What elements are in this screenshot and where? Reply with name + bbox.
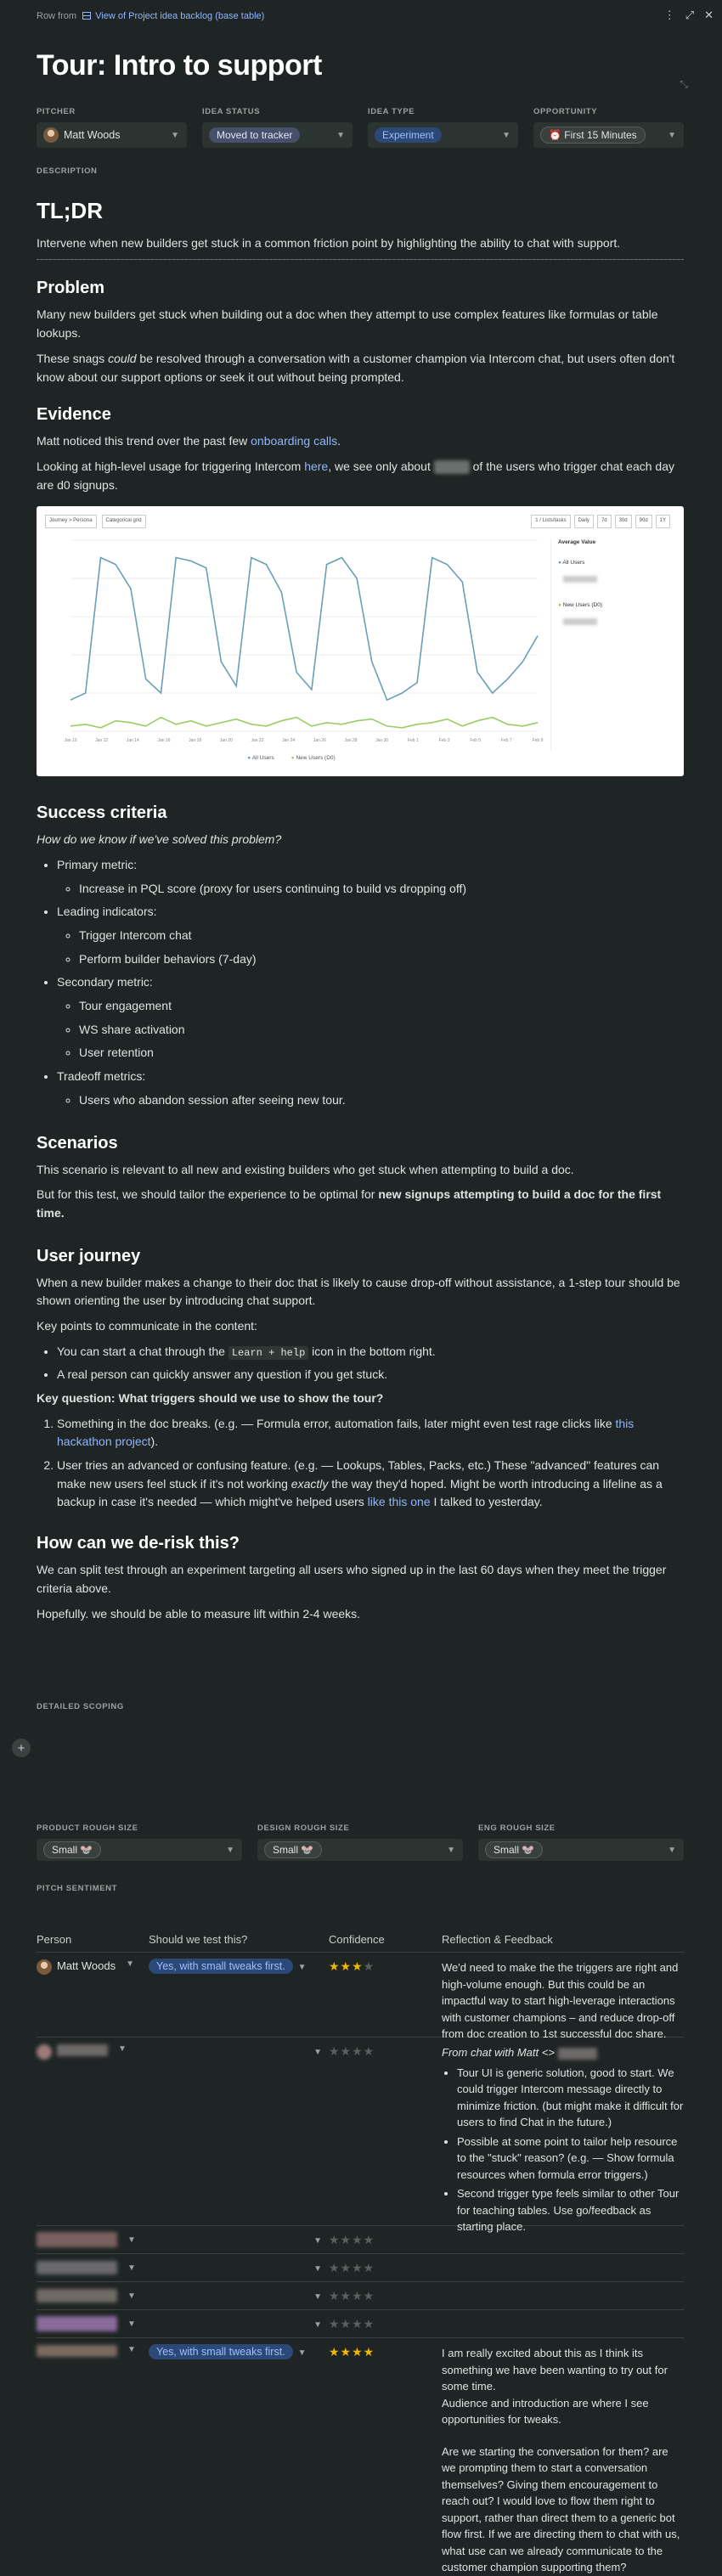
person-cell[interactable] <box>37 2233 149 2246</box>
key-points-list <box>57 1343 684 1384</box>
column-header: Person <box>37 1933 72 1946</box>
row-source <box>37 11 264 21</box>
table-row <box>37 2254 684 2282</box>
row-from-text: Row from <box>37 11 77 21</box>
redacted-name <box>37 2261 117 2274</box>
confidence-stars[interactable]: ★★★★ <box>329 2233 375 2246</box>
problem-text-1: Many new builders get stuck when building out a doc when they attempt to use complex features like formulas or table lookups. <box>37 307 658 341</box>
tldr-heading: TL;DR <box>37 198 103 223</box>
table-row <box>37 2310 684 2338</box>
legend-item: ● All Users <box>247 755 274 762</box>
test-cell[interactable] <box>149 2345 329 2561</box>
person-cell[interactable] <box>37 2044 149 2218</box>
list-item: ◦ Increase in PQL score (proxy for users continuing to build vs dropping off) <box>79 880 684 899</box>
pitcher-value: Matt Woods <box>64 129 121 141</box>
chart-legend <box>37 754 546 763</box>
table-icon <box>82 12 91 20</box>
redacted-name <box>37 2232 117 2247</box>
pitcher-label: PITCHER <box>37 107 76 116</box>
status-badge: Moved to tracker <box>209 127 300 143</box>
scenarios-heading: Scenarios <box>37 1133 118 1153</box>
list-item: • Second trigger type feels similar to other Tour for teaching tables. Use go/feedback as starting place. <box>457 2185 684 2235</box>
avatar <box>43 127 59 143</box>
top-bar <box>0 0 722 34</box>
feedback-cell[interactable] <box>442 2345 684 2573</box>
test-cell[interactable] <box>149 1959 329 2030</box>
side-panel-group: ● All Users <box>558 560 585 566</box>
evidence-heading: Evidence <box>37 405 111 425</box>
derisk-heading: How can we de-risk this? <box>37 1534 240 1553</box>
idea-type-field <box>368 107 518 148</box>
list-item: • Secondary metric: ◦ Tour engagement ◦ WS share activation ◦ User retention <box>57 973 684 1063</box>
redacted-name <box>37 2345 117 2357</box>
table-header <box>37 1930 684 1953</box>
design-size-field <box>257 1823 463 1861</box>
pitch-sentiment-label: PITCH SENTIMENT <box>37 1884 118 1893</box>
like-this-one-link[interactable]: like this one <box>367 1495 431 1509</box>
eng-size-label: ENG ROUGH SIZE <box>478 1823 556 1833</box>
redacted-value <box>563 576 597 583</box>
legend-item: ● New Users (D0) <box>290 755 336 762</box>
opportunity-field <box>533 107 684 148</box>
x-tick-label: Feb 9 <box>532 738 544 744</box>
redacted-value <box>434 460 470 474</box>
x-tick-label: Jan 30 <box>375 738 389 744</box>
table-row <box>37 1953 684 2038</box>
list-item: • You can start a chat through the Learn + help icon in the bottom right. <box>57 1343 684 1361</box>
avatar <box>37 2044 52 2060</box>
test-badge: Yes, with small tweaks first. <box>149 1959 293 1974</box>
sentiment-table <box>37 1930 684 2573</box>
user-journey-heading: User journey <box>37 1246 141 1265</box>
confidence-stars[interactable]: ★★★★ <box>329 1959 375 1973</box>
size-badge: Small 🐭 <box>264 1841 322 1858</box>
side-panel-title: Average Value <box>558 539 596 546</box>
x-tick-label: Feb 5 <box>470 738 482 744</box>
opportunity-select[interactable] <box>533 122 684 148</box>
success-list <box>57 856 684 1110</box>
confidence-stars[interactable]: ★★★★ <box>329 2261 375 2274</box>
opportunity-value: First 15 Minutes <box>564 129 637 141</box>
eng-size-select[interactable] <box>478 1839 684 1861</box>
redacted-name <box>37 2316 117 2331</box>
redacted-name <box>57 2044 108 2056</box>
x-tick-label: Jan 24 <box>282 738 296 744</box>
chart-control: Daily <box>574 515 594 527</box>
product-size-label: PRODUCT ROUGH SIZE <box>37 1823 138 1833</box>
chevron-down-icon: ▼ <box>127 2345 136 2354</box>
list-item: • Tour UI is generic solution, good to start. We could trigger Intercom message directly to minimize friction. (but might make it difficult for users to find Chat in the future.) <box>457 2065 684 2131</box>
table-row <box>37 2226 684 2254</box>
user-journey-text-2: Key points to communicate in the content: <box>37 1318 257 1333</box>
confidence-stars[interactable]: ★★★★ <box>329 2289 375 2303</box>
product-size-select[interactable] <box>37 1839 242 1861</box>
test-cell[interactable] <box>149 2233 329 2246</box>
test-badge: Yes, with small tweaks first. <box>149 2344 293 2359</box>
chart-control: 1 / Lists/tasks <box>531 515 570 527</box>
chart-control: 1Y <box>656 515 670 527</box>
x-tick-label: Jan 10 <box>64 738 77 744</box>
person-cell[interactable] <box>37 2261 149 2274</box>
idea-status-select[interactable] <box>202 122 353 148</box>
list-item: • A real person can quickly answer any question if you get stuck. <box>57 1366 684 1384</box>
x-tick-label: Jan 14 <box>126 738 139 744</box>
chart-control: Categorical grid <box>102 515 146 527</box>
chevron-down-icon: ▼ <box>313 2320 322 2330</box>
test-cell[interactable] <box>149 2317 329 2331</box>
feedback-cell[interactable]: We'd need to make the the triggers are right and high-volume enough. But this could be an impactful way to start high-leverage interactions with customer champions – and reduce drop-off from doc creation to 1st successful doc share. <box>442 1961 679 2040</box>
idea-status-field <box>202 107 353 148</box>
redacted-name <box>558 2048 597 2060</box>
column-header: Confidence <box>329 1933 385 1946</box>
eng-size-field <box>478 1823 684 1861</box>
product-size-field <box>37 1823 242 1861</box>
idea-type-label: IDEA TYPE <box>368 107 415 116</box>
redacted-name <box>37 2289 117 2303</box>
chevron-down-icon: ▼ <box>336 130 345 140</box>
feedback-cell[interactable] <box>442 2289 684 2303</box>
chevron-down-icon: ▼ <box>297 2348 307 2358</box>
list-item: • Possible at some point to tailor help resource to the "stuck" reason? (e.g. — Show formula resources when formula error triggers.) <box>457 2134 684 2184</box>
chevron-down-icon: ▼ <box>127 2235 136 2245</box>
code-snippet: Learn + help <box>228 1346 308 1360</box>
chevron-down-icon: ▼ <box>502 130 510 140</box>
chart-side-panel <box>550 538 674 751</box>
evidence-text-1: Matt noticed this trend over the past few onboarding calls. <box>37 434 341 448</box>
design-size-select[interactable] <box>257 1839 463 1861</box>
evidence-text-2: Looking at high-level usage for triggering Intercom here, we see only about of the users who trigger chat each day are d0 signups. <box>37 459 674 492</box>
size-badge: Small 🐭 <box>43 1841 101 1858</box>
feedback-cell[interactable] <box>442 2044 684 2233</box>
x-tick-label: Jan 12 <box>95 738 109 744</box>
chevron-down-icon: ▼ <box>126 1959 135 1969</box>
idea-status-label: IDEA STATUS <box>202 107 261 116</box>
list-item: • Leading indicators: ◦ Trigger Intercom chat ◦ Perform builder behaviors (7-day) <box>57 903 684 968</box>
x-tick-label: Jan 26 <box>313 738 326 744</box>
feedback-line: Audience and introduction are where I see opportunities for tweaks. <box>442 2396 649 2426</box>
idea-type-select[interactable] <box>368 122 518 148</box>
opportunity-badge <box>540 127 646 144</box>
chevron-down-icon: ▼ <box>313 2292 322 2302</box>
series-line <box>71 558 538 701</box>
page-title[interactable]: Tour: Intro to support <box>37 49 322 82</box>
redacted-value <box>563 618 597 625</box>
derisk-text-2: Hopefully. we should be able to measure lift within 2-4 weeks. <box>37 1606 361 1621</box>
size-badge: Small 🐭 <box>485 1841 543 1858</box>
chevron-down-icon: ▼ <box>313 2048 322 2057</box>
list-item: • Tradeoff metrics: ◦ Users who abandon session after seeing new tour. <box>57 1068 684 1109</box>
table-row <box>37 2282 684 2310</box>
chart-control: Journey > Persona <box>45 515 97 527</box>
chevron-down-icon: ▼ <box>226 1845 234 1855</box>
clock-icon: ⏰ <box>549 129 561 141</box>
x-tick-label: Jan 22 <box>251 738 264 744</box>
feedback-cell[interactable] <box>442 2233 684 2246</box>
success-question: How do we know if we've solved this problem? <box>37 832 282 847</box>
opportunity-label: OPPORTUNITY <box>533 107 598 116</box>
pitcher-select[interactable] <box>37 122 187 148</box>
list-item: ◦ User retention <box>79 1044 684 1063</box>
triggers-list <box>57 1415 684 1512</box>
feedback-title: From chat with Matt <> <box>442 2046 555 2059</box>
scenarios-text-1: This scenario is relevant to all new and existing builders who get stuck when attempting to build a doc. <box>37 1162 574 1176</box>
x-tick-label: Feb 7 <box>500 738 512 744</box>
confidence-stars[interactable]: ★★★★ <box>329 2345 375 2359</box>
x-tick-label: Feb 3 <box>438 738 450 744</box>
person-cell[interactable] <box>37 2289 149 2303</box>
chevron-down-icon: ▼ <box>297 1963 307 1972</box>
chevron-down-icon: ▼ <box>127 2319 136 2329</box>
more-icon[interactable]: ⋮ <box>663 8 675 21</box>
plus-icon[interactable]: + <box>12 1739 31 1757</box>
chart-control: 90d <box>635 515 652 527</box>
person-cell[interactable] <box>37 1959 149 2030</box>
close-icon[interactable]: ✕ <box>704 8 714 21</box>
chevron-down-icon: ▼ <box>447 1845 455 1855</box>
table-row <box>37 2038 684 2233</box>
chevron-down-icon: ▼ <box>127 2263 136 2273</box>
feedback-cell[interactable] <box>442 2317 684 2331</box>
type-badge: Experiment <box>375 127 442 143</box>
feedback-line: Are we starting the conversation for them? are we prompting them to start a conversation themselves? Giving them encouragement to reach out? I would love to flow them right to support, rather than direct them to a generic bot flow first. If we are directing them to chat with us, what use can we already communicate to the customer champion supporting them? <box>442 2444 680 2573</box>
list-item: ◦ WS share activation <box>79 1021 684 1040</box>
user-journey-text-1: When a new builder makes a change to their doc that is likely to cause drop-off without assistance, a 1-step tour should be shown orienting the user by introducing chat support. <box>37 1275 680 1308</box>
x-tick-label: Jan 16 <box>157 738 171 744</box>
feedback-cell[interactable] <box>442 2261 684 2274</box>
list-item: • Primary metric: ◦ Increase in PQL score (proxy for users continuing to build vs dropping off) <box>57 856 684 898</box>
x-tick-label: Jan 20 <box>219 738 233 744</box>
person-cell[interactable] <box>37 2345 149 2561</box>
pitcher-field <box>37 107 187 148</box>
chart-control: 30d <box>615 515 632 527</box>
x-tick-label: Jan 18 <box>189 738 202 744</box>
chevron-down-icon: ▼ <box>668 130 676 140</box>
chevron-down-icon: ▼ <box>171 130 179 140</box>
side-panel-group: ● New Users (D0) <box>558 602 602 609</box>
success-heading: Success criteria <box>37 803 167 823</box>
x-tick-label: Feb 1 <box>407 738 419 744</box>
design-size-label: DESIGN ROUGH SIZE <box>257 1823 350 1833</box>
tldr-text: Intervene when new builders get stuck in a common friction point by highlighting the ability to chat with support. <box>37 235 621 250</box>
test-cell[interactable] <box>149 2289 329 2303</box>
confidence-stars[interactable]: ★★★★ <box>329 2044 375 2058</box>
list-item: ◦ Tour engagement <box>79 997 684 1016</box>
feedback-line: I am really excited about this as I think its something we have been wanting to try out for some time. <box>442 2347 668 2393</box>
person-cell[interactable] <box>37 2317 149 2331</box>
chevron-down-icon: ▼ <box>127 2291 136 2301</box>
detailed-scoping-label: DETAILED SCOPING <box>37 1702 124 1711</box>
divider <box>37 259 684 260</box>
column-header: Reflection & Feedback <box>442 1933 553 1946</box>
hackathon-link[interactable]: this hackathon project <box>57 1416 635 1449</box>
description-label: DESCRIPTION <box>37 166 98 176</box>
collapse-icon[interactable]: ⤡ <box>680 78 688 90</box>
fields-row <box>37 107 684 148</box>
series-line <box>71 718 538 728</box>
list-item: 1. Something in the doc breaks. (e.g. — Formula error, automation fails, later might even test rage clicks like this hackathon project). <box>57 1415 684 1451</box>
chart-control: 7d <box>597 515 612 527</box>
chart-screenshot <box>37 506 684 776</box>
chevron-down-icon: ▼ <box>313 2264 322 2274</box>
table-row <box>37 2338 684 2573</box>
scenarios-text-2: But for this test, we should tailor the experience to be optimal for new signups attempting to build a doc for the first time. <box>37 1187 662 1220</box>
avatar <box>37 1959 52 1975</box>
confidence-stars[interactable]: ★★★★ <box>329 2317 375 2331</box>
test-cell[interactable] <box>149 2044 329 2218</box>
test-cell[interactable] <box>149 2261 329 2274</box>
chevron-down-icon: ▼ <box>118 2044 127 2054</box>
chevron-down-icon: ▼ <box>668 1845 676 1855</box>
problem-text-2: These snags could be resolved through a conversation with a customer champion via Intercom chat, but users often don't know about our support options or seek it out without being prompted. <box>37 351 675 384</box>
list-item: ◦ Users who abandon session after seeing new tour. <box>79 1091 684 1110</box>
x-tick-label: Jan 28 <box>344 738 358 744</box>
chevron-down-icon: ▼ <box>313 2236 322 2246</box>
column-header: Should we test this? <box>149 1933 248 1946</box>
derisk-text-1: We can split test through an experiment targeting all users who signed up in the last 60 days when they meet the trigger criteria above. <box>37 1563 667 1595</box>
here-link[interactable]: here <box>304 459 329 473</box>
list-item: 2. User tries an advanced or confusing feature. (e.g. — Lookups, Tables, Packs, etc.) These "advanced" features can make new users feel stuck if it's not working exactly the way they'd hoped. Might be worth introducing a lifeline as a backup in case it's needed — which might've helped users like this one I talked to yesterday. <box>57 1457 684 1512</box>
onboarding-calls-link[interactable]: onboarding calls <box>251 434 338 448</box>
list-item: ◦ Perform builder behaviors (7-day) <box>79 950 684 969</box>
person-name: Matt Woods <box>57 1959 116 1972</box>
list-item: ◦ Trigger Intercom chat <box>79 927 684 945</box>
expand-icon[interactable]: ⤢ <box>685 8 695 21</box>
problem-heading: Problem <box>37 279 105 298</box>
sizes-row <box>37 1823 684 1861</box>
source-table-link[interactable]: View of Project idea backlog (base table) <box>95 11 265 21</box>
key-question: Key question: What triggers should we use to show the tour? <box>37 1391 384 1406</box>
description-doc[interactable] <box>37 197 684 1630</box>
